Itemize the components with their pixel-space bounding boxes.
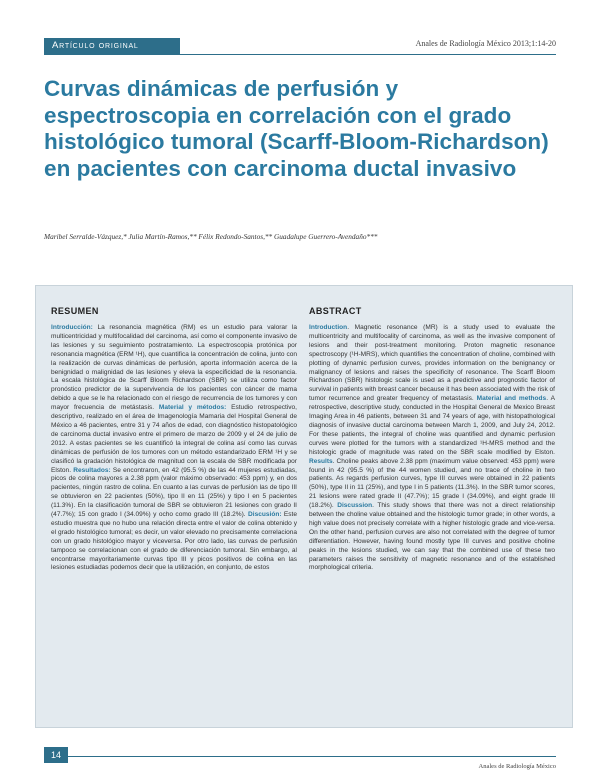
header-rule — [44, 54, 556, 55]
abstract-discussion-text: . This study shows that there was not a direct relationship between the choline value obtained and the histologic tumor grade; in other words, a high value does not precisely correlate with a higher histologic grade and vice-versa. On the other hand, perfusion curves are also not correlated with the degree of tumor differentiation. However, having found mostly type III curves and positive choline peaks in the lesions studied, we can say that the combined use of these two parameters raises the sensitivity of magnetic resonance and of the established morphological criteria. — [309, 502, 555, 572]
abstract-results-text: . Choline peaks above 2.38 ppm (maximum value observed: 453 ppm) were found in 42 (95.5 %) of the 44 women studied, and no trace of choline in two patients. As regards perfusion curves, type III curves were obtained in 22 patients (50%), type II in 11 (25%), and type I in 5 patients (11.3%). In the SBR tumor scores, 21 lesions were rated grade II (47.7%); 15 grade I (34.09%), and eight grade III (18.2%). — [309, 457, 555, 510]
abstract-heading: ABSTRACT — [309, 306, 362, 316]
resumen-intro-label: Introducción: — [51, 324, 93, 331]
abstract-intro-label: Introduction — [309, 324, 348, 331]
abstract-discussion-label: Discussion — [337, 502, 373, 510]
abstract-results-label: Results — [309, 457, 333, 465]
resumen-results-text: Se encontraron, en 42 (95.5 %) de las 44 mujeres estudiadas, picos de colina mayores a 2.38 ppm (valor máximo observado: 453 ppm) y, en dos pacientes, ningún rastro de colina. En cuanto a las curvas de perfusión las de tipo III se obtuvieron en 22 pacientes (50%), tipo II en 11 (25%) y tipo I en 5 pacientes (11.3%). En la clasificación tumoral de SBR se obtuvieron 21 lesiones con grado II (47.7%); 15 con grado I (34.09%) y ocho como grado III (18.2%). — [51, 466, 297, 519]
footer-journal-name: Anales de Radiología México — [478, 763, 556, 770]
resumen-intro-text: La resonancia magnética (RM) es un estudio para valorar la multicentricidad y multifocalidad del carcinoma, así como el componente invasivo de las lesiones y su seguimiento postratamiento. La espectroscopia protónica por resonancia magnética (ERM ¹H), que cuantifica la concentración de colina, junto con la realización de curvas dinámicas de perfusión, aporta información acerca de la benignidad o malignidad de las lesiones y eleva la especificidad de la resonancia. La escala histológica de Scarff Bloom Richardson (SBR) se utiliza como factor pronóstico predictor de la supervivencia de los pacientes con cáncer de mama debido a que se le ha relacionado con el riesgo de recurrencia de los tumores y con mayor frecuencia de metástasis. — [51, 324, 297, 412]
resumen-heading: RESUMEN — [51, 306, 99, 316]
abstract-intro-text: . Magnetic resonance (MR) is a study used to evaluate the multicentricity and multifocality of carcinoma, as well as the invasive component of lesions and their post-treatment monitoring. Proton magnetic resonance spectroscopy (¹H-MRS), which quantifies the concentration of choline, combined with plotting of dynamic perfusion curves, provides information on the benignancy or malignancy of lesions and raises the specificity of resonance. The Scarff Bloom Richardson (SBR) histologic scale is used as a predictive and prognostic factor of survival in patients with breast cancer because it has been associated with the risk of tumor recurrence and greater frequency of metastasis. — [309, 324, 556, 403]
abstract-panel — [35, 285, 573, 728]
resumen-results-label: Resultados: — [73, 466, 111, 474]
resumen-methods-label: Material y métodos: — [158, 404, 227, 412]
resumen-column — [51, 306, 297, 573]
resumen-methods-text: Estudio retrospectivo, descriptivo, realizado en el área de Imagenología Mamaria del Hospital General de México a 46 pacientes, entre 31 y 74 años de edad, con diagnóstico histopatológico de carcinoma ductal invasivo entre el primero de marzo de 2009 y el 24 de julio de 2012. A estas pacientes se les cuantificó la integral de colina así como las curvas dinámicas de perfusión de los tumores con un método estandarizado ERM ¹H y se clasificó la gradación histológica de magnitud con la escala de SBR modificada por Elston. — [51, 404, 297, 474]
resumen-discussion-label: Discusión: — [248, 511, 282, 519]
abstract-methods-label: Material and methods — [476, 395, 547, 403]
abstract-methods-text: . A retrospective, descriptive study, conducted in the Hospital General de Mexico Breast Imaging Area in 46 patients, between 31 and 74 years of age, with histopathological diagnosis of invasive ductal carcinoma between March 1, 2009, and July 24, 2012. For these patients, the integral of choline was quantified and dynamic perfusion curves were plotted for the tumors with a standardized ¹H-MRS method and the histologic grade of magnitude was rated on the SBR scale modified by Elston. — [309, 395, 555, 456]
article-type-label: Artículo original — [44, 38, 180, 54]
author-list: Maribel Serralde-Vázquez,* Julia Martín-Ramos,** Félix Redondo-Santos,** Guadalupe Guerrero-Avendaño*** — [44, 232, 378, 241]
abstract-text — [309, 324, 555, 573]
article-title: Curvas dinámicas de perfusión y espectroscopia en correlación con el grado histológico tumoral (Scarff-Bloom-Richardson) en pacientes con carcinoma ductal invasivo — [44, 76, 549, 181]
footer-rule — [44, 756, 556, 757]
resumen-discussion-text: Este estudio muestra que no hubo una relación directa entre el valor de colina obtenido y el grado histológico tumoral; es decir, un valor elevado no precisamente correlaciona con un grado histológico mayor y viceversa. Por otro lado, las curvas de perfusión tampoco se correlacionan con el grado de diferenciación tumoral. Sin embargo, al encontrarse mayoritariamente curvas tipo III y picos positivos de colina en las lesiones estudiadas podemos decir que la utilización, en conjunto, de estos — [51, 511, 298, 572]
abstract-column — [309, 306, 555, 573]
journal-citation: Anales de Radiología México 2013;1:14-20 — [415, 39, 556, 48]
page-number: 14 — [44, 747, 68, 763]
resumen-text — [51, 324, 297, 573]
